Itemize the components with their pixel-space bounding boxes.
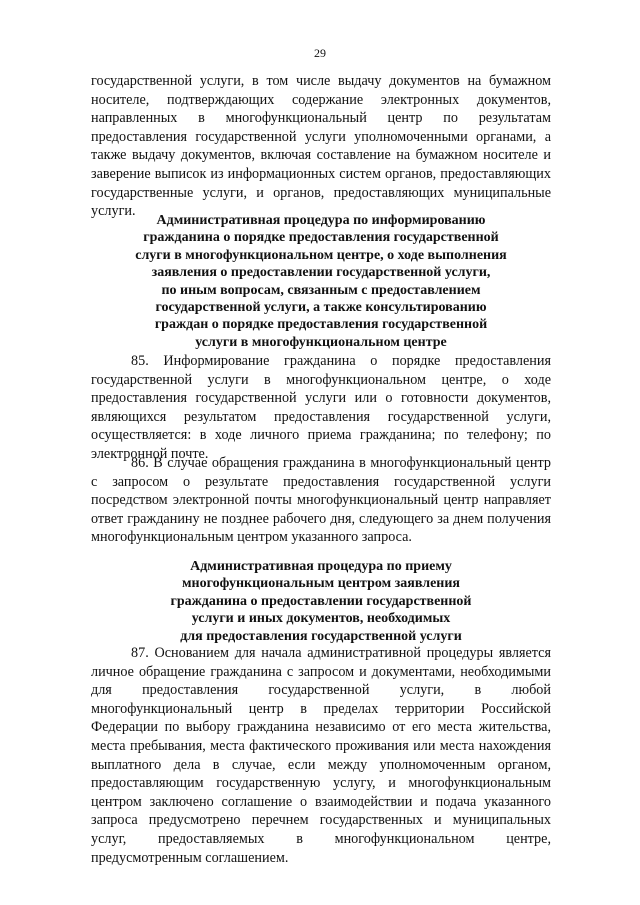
heading-line: услуги и иных документов, необходимых — [191, 611, 451, 627]
heading-line: государственной услуги, а также консультированию — [155, 300, 487, 316]
page-number: 29 — [314, 46, 326, 60]
heading-line: услуги в многофункциональном центре — [195, 334, 447, 350]
heading-line: многофункциональным центром заявления — [182, 576, 460, 592]
heading-line: Административная процедура по информированию — [156, 213, 486, 228]
heading-line: гражданина о порядке предоставления государственной — [143, 230, 499, 246]
section-heading-application — [91, 558, 551, 645]
intro-paragraph: государственной услуги, в том числе выдачу документов на бумажном носителе, подтверждающих содержание электронных документов, направленных в многофункциональный центр по результатам предоставления государственной услуги уполномоченными органами, а также выдачу документов, включая составление на бумажном носителе и заверение выписок из информационных систем органов, предоставляющих государственные услуги, и органов, предоставляющих муниципальные услуги. — [91, 73, 551, 220]
heading-line: Административная процедура по приему — [190, 559, 452, 574]
heading-line: граждан о порядке предоставления государственной — [154, 317, 488, 333]
heading-line: слуги в многофункциональном центре, о ходе выполнения — [135, 247, 507, 263]
paragraph-86-block — [91, 454, 551, 547]
paragraph-87: 87. Основанием для начала административной процедуры является личное обращение гражданина с запросом и документами, необходимыми для предоставления государственной услуги, в любой многофункциональный центр в пределах территории Российской Федерации по выбору гражданина независимо от его места жительства, места пребывания, места фактического проживания или места нахождения выплатного дела в случае, если между уполномоченным органом, предоставляющим государственную услугу, и многофункциональным центром заключено соглашение о взаимодействии и подача указанного запроса предусмотрено перечнем государственных и муниципальных услуг, предоставляемых в многофункциональном центре, предусмотренным соглашением. — [91, 645, 551, 866]
section-heading-informing — [91, 212, 551, 351]
intro-paragraph-block — [91, 72, 551, 221]
paragraph-86: 86. В случае обращения гражданина в многофункциональный центр с запросом о результате предоставления государственной услуги посредством электронной почты многофункциональный центр направляет ответ гражданину не позднее рабочего дня, следующего за днем получения многофункциональным центром указанного запроса. — [91, 455, 551, 546]
heading-line: для предоставления государственной услуги — [180, 628, 462, 644]
heading-line: гражданина о предоставлении государственной — [170, 593, 472, 609]
paragraph-85: 85. Информирование гражданина о порядке предоставления государственной услуги в многофункциональном центре, о ходе предоставления государственной услуги или о готовности документов, являющихся результатом предоставления государственной услуги, осуществляется: в ходе личного приема гражданина; по телефону; по электронной почте. — [91, 353, 551, 462]
paragraph-87-block — [91, 644, 551, 867]
paragraph-85-block — [91, 352, 551, 464]
heading-line: заявления о предоставлении государственной услуги, — [151, 265, 491, 281]
heading-line: по иным вопросам, связанным с предоставлением — [161, 282, 481, 298]
